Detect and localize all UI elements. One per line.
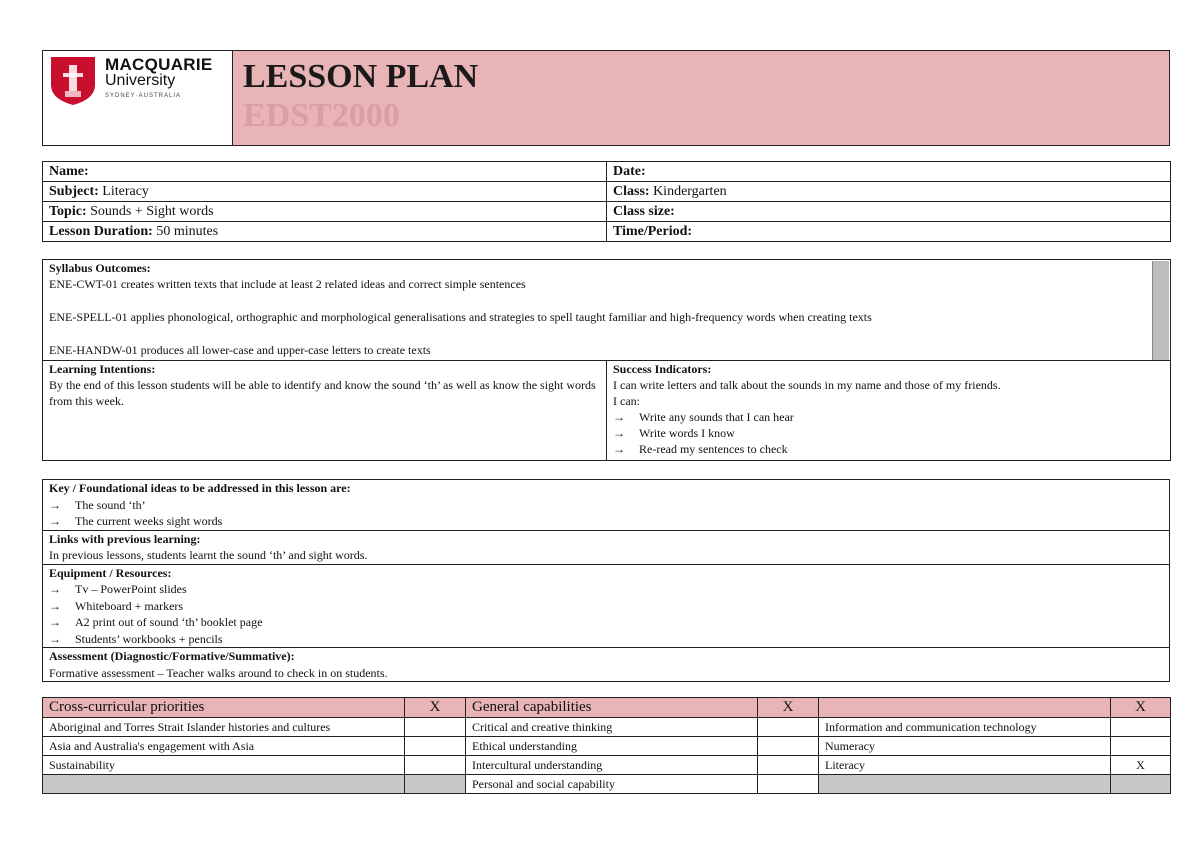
topic-value: Sounds + Sight words [86, 204, 214, 219]
right-arrow-icon: → [613, 442, 625, 456]
table-cell: Personal and social capability [466, 775, 758, 794]
right-arrow-icon: → [613, 426, 625, 440]
table-cell: Ethical understanding [466, 737, 758, 756]
title-cell [233, 51, 1170, 146]
checkbox-cell[interactable] [1111, 737, 1171, 756]
checkbox-cell[interactable] [758, 756, 819, 775]
topic-field[interactable] [43, 202, 607, 222]
logo-cell [43, 51, 233, 146]
checkbox-cell[interactable] [758, 718, 819, 737]
x-column-header: X [1111, 698, 1171, 718]
info-row [43, 202, 1171, 222]
class-field[interactable] [607, 182, 1171, 202]
time-period-label: Time/Period: [613, 224, 693, 239]
assessment-text: Formative assessment – Teacher walks around to check in on students. [49, 665, 388, 680]
time-period-field[interactable] [607, 222, 1171, 242]
checkbox-cell[interactable] [405, 737, 466, 756]
list-item: → Write any sounds that I can hear [613, 410, 794, 424]
key-ideas-cell[interactable] [43, 480, 1170, 531]
cross-curricular-header: Cross-curricular priorities [43, 698, 405, 718]
logo-name-line1: MACQUARIE [105, 55, 213, 74]
syllabus-outcomes-cell[interactable] [43, 260, 1171, 361]
duration-value: 50 minutes [152, 224, 219, 239]
table-row [43, 737, 1171, 756]
right-arrow-icon: → [49, 598, 61, 613]
lesson-details-table [42, 479, 1170, 682]
table-cell: Aboriginal and Torres Strait Islander histories and cultures [43, 718, 405, 737]
x-column-header: X [758, 698, 819, 718]
date-label: Date: [613, 164, 646, 179]
learning-intentions-text: By the end of this lesson students will be able to identify and know the sound ‘th’ as well as know the sight words from this week. [49, 378, 596, 408]
success-intro: I can write letters and talk about the sounds in my name and those of my friends. [613, 378, 1001, 392]
table-row [43, 718, 1171, 737]
checkbox-cell[interactable]: X [1111, 756, 1171, 775]
table-cell [819, 775, 1111, 794]
equipment-heading: Equipment / Resources: [49, 565, 172, 580]
list-item: → The sound ‘th’ [49, 497, 146, 512]
right-arrow-icon: → [613, 410, 625, 424]
course-code: EDST2000 [243, 97, 400, 134]
links-previous-learning-cell[interactable] [43, 530, 1170, 564]
right-arrow-icon: → [49, 631, 61, 646]
table-row [43, 775, 1171, 794]
x-column-header: X [405, 698, 466, 718]
table-cell: Critical and creative thinking [466, 718, 758, 737]
lesson-plan-header [42, 50, 1170, 146]
learning-intentions-cell[interactable] [43, 361, 607, 461]
class-size-field[interactable] [607, 202, 1171, 222]
key-ideas-heading: Key / Foundational ideas to be addressed in this lesson are: [49, 481, 351, 495]
equipment-cell[interactable] [43, 564, 1170, 648]
table-cell [43, 775, 405, 794]
right-arrow-icon: → [49, 497, 61, 512]
lesson-info-table [42, 161, 1171, 242]
class-size-label: Class size: [613, 204, 675, 219]
duration-field[interactable] [43, 222, 607, 242]
class-label: Class: [613, 184, 650, 199]
page-title: LESSON PLAN [243, 58, 479, 95]
date-field[interactable] [607, 162, 1171, 182]
list-item: → Students’ workbooks + pencils [49, 631, 223, 646]
checkbox-cell[interactable] [758, 737, 819, 756]
checkbox-cell[interactable] [1111, 718, 1171, 737]
duration-label: Lesson Duration: [49, 224, 153, 239]
subject-field[interactable] [43, 182, 607, 202]
info-row [43, 162, 1171, 182]
table-cell: Numeracy [819, 737, 1111, 756]
right-arrow-icon: → [49, 615, 61, 629]
table-cell: Sustainability [43, 756, 405, 775]
list-item: → A2 print out of sound ‘th’ booklet page [49, 615, 263, 629]
syllabus-heading: Syllabus Outcomes: [49, 261, 151, 275]
checkbox-cell [1111, 775, 1171, 794]
class-value: Kindergarten [649, 184, 727, 199]
table-cell: Intercultural understanding [466, 756, 758, 775]
name-field[interactable] [43, 162, 607, 182]
info-row [43, 182, 1171, 202]
checkbox-cell[interactable] [405, 756, 466, 775]
list-item: → Re-read my sentences to check [613, 442, 788, 456]
name-label: Name: [49, 164, 89, 179]
success-indicators-cell[interactable] [607, 361, 1171, 461]
links-text: In previous lessons, students learnt the sound ‘th’ and sight words. [49, 548, 368, 562]
info-row [43, 222, 1171, 242]
table-cell: Literacy [819, 756, 1111, 775]
assessment-cell[interactable] [43, 648, 1170, 682]
list-item: → Tv – PowerPoint slides [49, 582, 187, 596]
syllabus-outcome: ENE-SPELL-01 applies phonological, orthographic and morphological generalisations and strategies to spell taught familiar and high-frequency words when creating texts [49, 310, 872, 324]
list-item: → Write words I know [613, 426, 735, 440]
capabilities-table [42, 697, 1171, 794]
subject-value: Literacy [98, 184, 149, 199]
right-arrow-icon: → [49, 582, 61, 596]
logo-name-line2: University [105, 72, 176, 89]
table-row [43, 756, 1171, 775]
macquarie-logo [43, 51, 232, 145]
scrollbar[interactable] [1152, 261, 1169, 360]
capabilities-col3-header [819, 698, 1111, 718]
checkbox-cell[interactable] [758, 775, 819, 794]
table-cell: Asia and Australia's engagement with Asia [43, 737, 405, 756]
outcomes-table [42, 259, 1171, 461]
checkbox-cell [405, 775, 466, 794]
success-i-can: I can: [613, 394, 640, 408]
list-item: → Whiteboard + markers [49, 598, 184, 613]
table-cell: Information and communication technology [819, 718, 1111, 737]
success-indicators-heading: Success Indicators: [613, 362, 712, 376]
list-item: → The current weeks sight words [49, 514, 223, 528]
logo-name-line3: SYDNEY·AUSTRALIA [105, 93, 182, 99]
right-arrow-icon: → [49, 514, 61, 528]
subject-label: Subject: [49, 184, 99, 199]
topic-label: Topic: [49, 204, 87, 219]
assessment-heading: Assessment (Diagnostic/Formative/Summative): [49, 649, 295, 663]
learning-intentions-heading: Learning Intentions: [49, 362, 156, 376]
checkbox-cell[interactable] [405, 718, 466, 737]
syllabus-outcome: ENE-CWT-01 creates written texts that include at least 2 related ideas and correct simple sentences [49, 277, 526, 291]
syllabus-outcome: ENE-HANDW-01 produces all lower-case and upper-case letters to create texts [49, 343, 431, 357]
general-capabilities-header: General capabilities [466, 698, 758, 718]
links-heading: Links with previous learning: [49, 531, 201, 546]
